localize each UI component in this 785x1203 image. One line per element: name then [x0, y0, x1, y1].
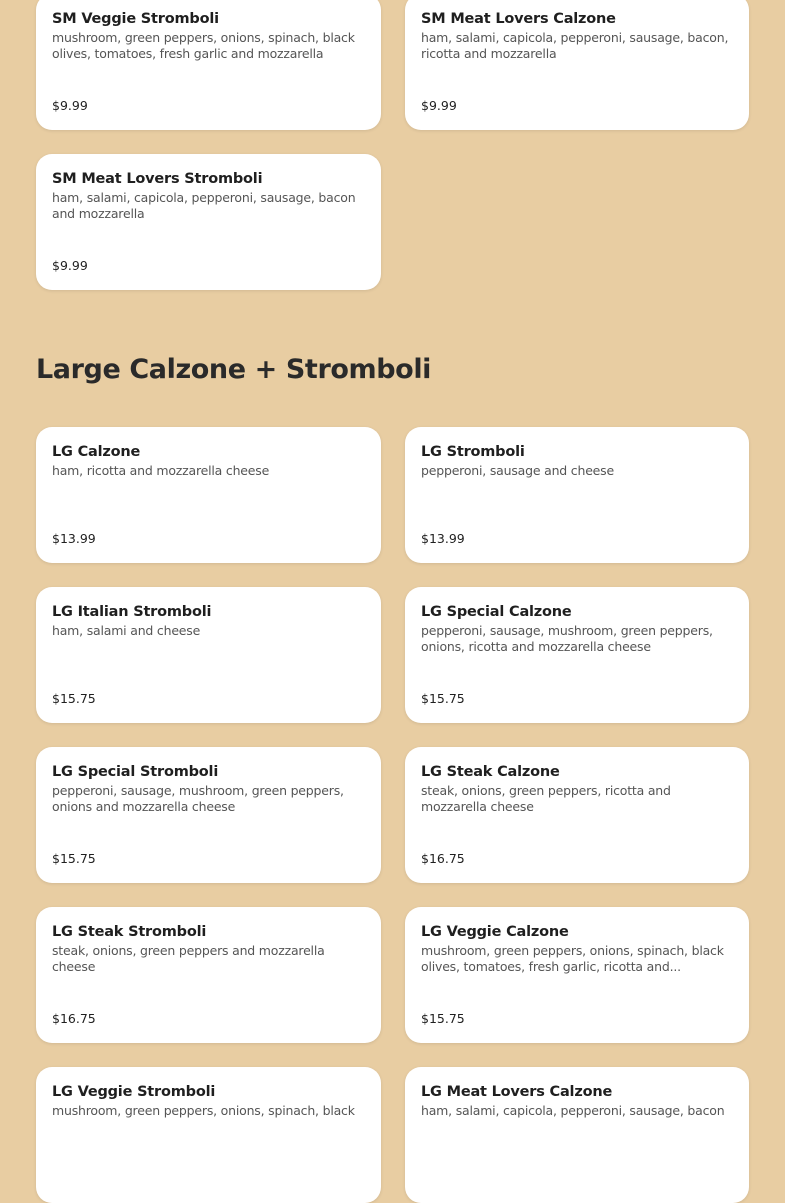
menu-item-card[interactable] [36, 0, 381, 130]
item-name: LG Stromboli [421, 444, 525, 460]
item-name: LG Calzone [52, 444, 141, 460]
menu-item-card[interactable] [405, 587, 749, 723]
item-description: mushroom, green peppers, onions, spinach, black [52, 1103, 355, 1118]
item-name: LG Special Calzone [421, 604, 572, 620]
item-description: pepperoni, sausage, mushroom, green peppers, onions and mozzarella cheese [52, 783, 344, 814]
item-name: LG Veggie Stromboli [52, 1084, 216, 1100]
item-price: $9.99 [52, 98, 88, 113]
item-name: LG Steak Calzone [421, 764, 560, 780]
item-name: LG Meat Lovers Calzone [421, 1084, 613, 1100]
item-name: LG Special Stromboli [52, 764, 219, 780]
item-description: ham, ricotta and mozzarella cheese [52, 463, 270, 478]
menu-item-card[interactable] [36, 427, 381, 563]
menu-item-card[interactable] [36, 587, 381, 723]
item-description: pepperoni, sausage, mushroom, green peppers, onions, ricotta and mozzarella cheese [421, 623, 713, 654]
item-name: LG Steak Stromboli [52, 924, 207, 940]
item-description: steak, onions, green peppers and mozzarella cheese [52, 943, 325, 974]
item-name: SM Meat Lovers Calzone [421, 11, 616, 27]
item-description: steak, onions, green peppers, ricotta and mozzarella cheese [421, 783, 671, 814]
menu-item-card[interactable] [405, 747, 749, 883]
item-price: $15.75 [52, 851, 96, 866]
menu-item-card[interactable] [405, 1067, 749, 1203]
menu-item-card[interactable] [405, 907, 749, 1043]
item-price: $15.75 [52, 691, 96, 706]
menu-item-card[interactable] [405, 0, 749, 130]
item-description: mushroom, green peppers, onions, spinach, black olives, tomatoes, fresh garlic and mozzarella [52, 30, 355, 61]
item-description: ham, salami and cheese [52, 623, 201, 638]
section-title: Large Calzone + Stromboli [36, 354, 432, 385]
item-description: pepperoni, sausage and cheese [421, 463, 614, 478]
menu-item-card[interactable] [36, 907, 381, 1043]
small-items-grid [36, 0, 749, 290]
menu-item-card[interactable] [36, 747, 381, 883]
menu-item-card[interactable] [36, 1067, 381, 1203]
item-description: ham, salami, capicola, pepperoni, sausage, bacon, ricotta and mozzarella [421, 30, 729, 61]
large-items-grid [36, 427, 749, 1203]
item-name: LG Veggie Calzone [421, 924, 569, 940]
item-price: $9.99 [52, 258, 88, 273]
item-price: $16.75 [52, 1011, 96, 1026]
item-price: $15.75 [421, 691, 465, 706]
menu-item-card[interactable] [36, 154, 381, 290]
item-price: $13.99 [421, 531, 465, 546]
item-name: LG Italian Stromboli [52, 604, 212, 620]
item-price: $9.99 [421, 98, 457, 113]
item-name: SM Meat Lovers Stromboli [52, 171, 263, 187]
item-price: $15.75 [421, 1011, 465, 1026]
item-description: mushroom, green peppers, onions, spinach, black olives, tomatoes, fresh garlic, ricotta and... [421, 943, 724, 974]
item-description: ham, salami, capicola, pepperoni, sausage, bacon [421, 1103, 725, 1118]
item-price: $16.75 [421, 851, 465, 866]
menu-item-card[interactable] [405, 427, 749, 563]
item-name: SM Veggie Stromboli [52, 11, 219, 27]
item-price: $13.99 [52, 531, 96, 546]
item-description: ham, salami, capicola, pepperoni, sausage, bacon and mozzarella [52, 190, 356, 221]
